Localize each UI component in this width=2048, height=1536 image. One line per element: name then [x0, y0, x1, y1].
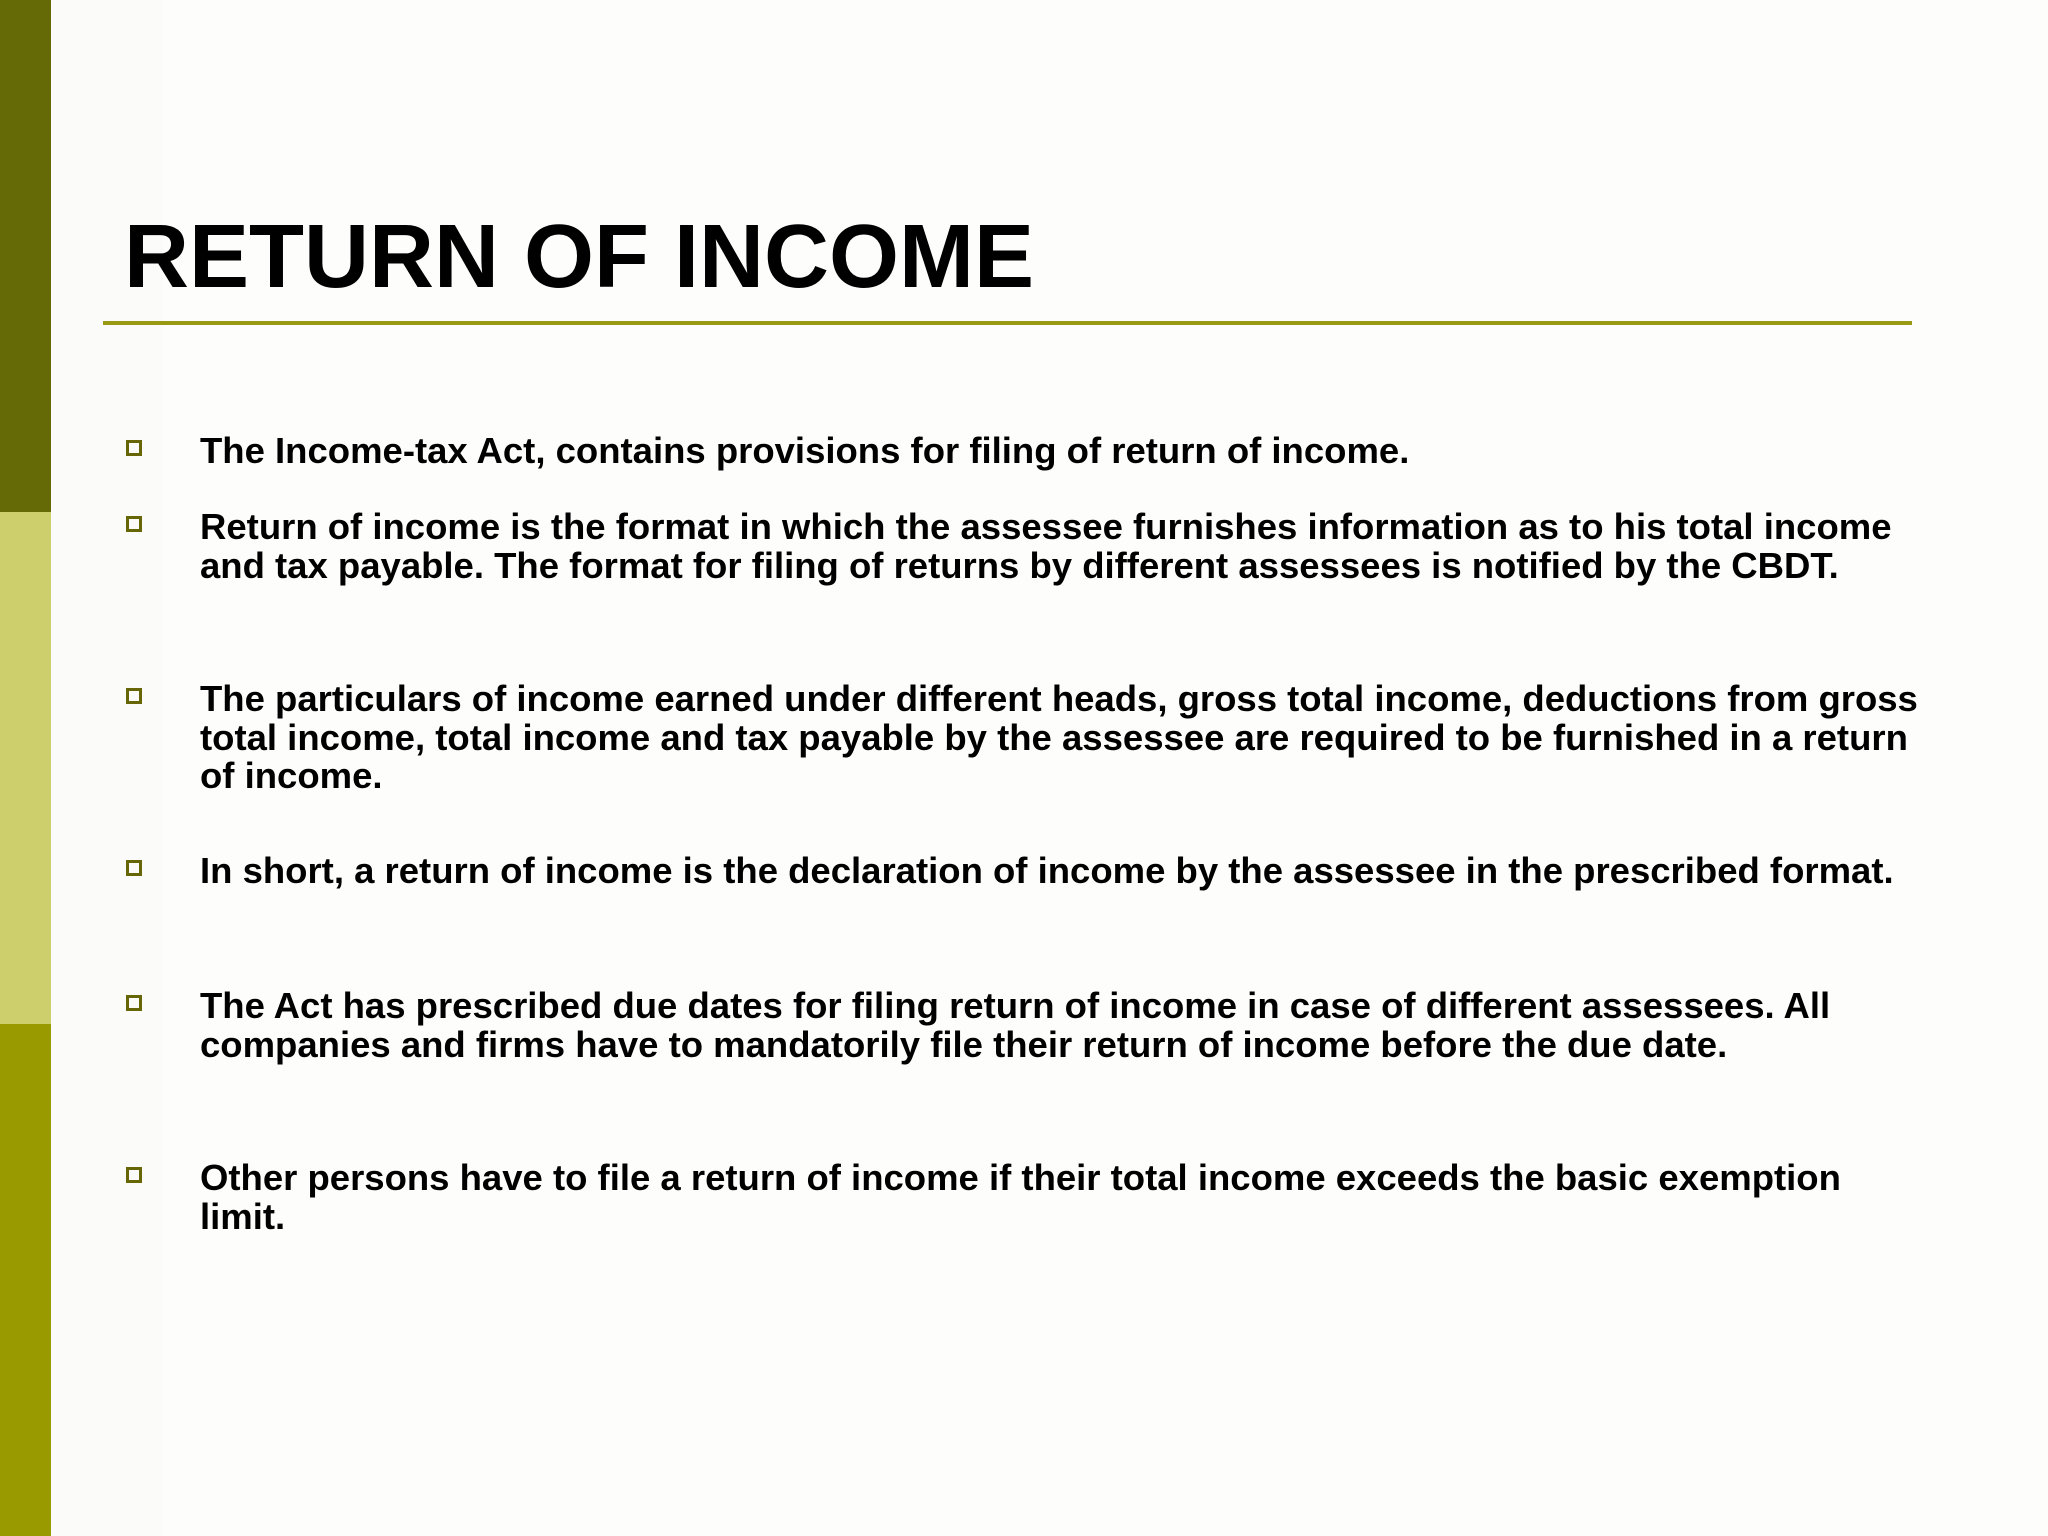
bullet-text: The Act has prescribed due dates for filing return of income in case of different assessees. All companies and firms have to mandatorily file their return of income before the due date.	[200, 985, 1831, 1065]
bullet-text: The Income-tax Act, contains provisions for filing of return of income.	[200, 430, 1410, 471]
bullet-text: The particulars of income earned under different heads, gross total income, deductions from gross total income, total income and tax payable by the assessee are required to be furnished in a return of income.	[200, 678, 1918, 796]
bullet-text: Other persons have to file a return of income if their total income exceeds the basic exemption limit.	[200, 1157, 1841, 1237]
hollow-square-bullet-icon	[126, 516, 142, 532]
bullet-text: Return of income is the format in which the assessee furnishes information as to his total income and tax payable. The format for filing of returns by different assessees is notified by the CBDT.	[200, 506, 1892, 586]
hollow-square-bullet-icon	[126, 440, 142, 456]
left-accent-bar	[0, 0, 51, 1536]
accent-bar-middle-segment	[0, 512, 51, 1024]
title-underline-rule	[103, 321, 1912, 325]
hollow-square-bullet-icon	[126, 995, 142, 1011]
hollow-square-bullet-icon	[126, 688, 142, 704]
bullet-text: In short, a return of income is the declaration of income by the assessee in the prescribed format.	[200, 850, 1894, 891]
hollow-square-bullet-icon	[126, 1167, 142, 1183]
accent-bar-bottom-segment	[0, 1024, 51, 1536]
slide-title: RETURN OF INCOME	[124, 207, 1034, 307]
hollow-square-bullet-icon	[126, 860, 142, 876]
accent-bar-top-segment	[0, 0, 51, 512]
